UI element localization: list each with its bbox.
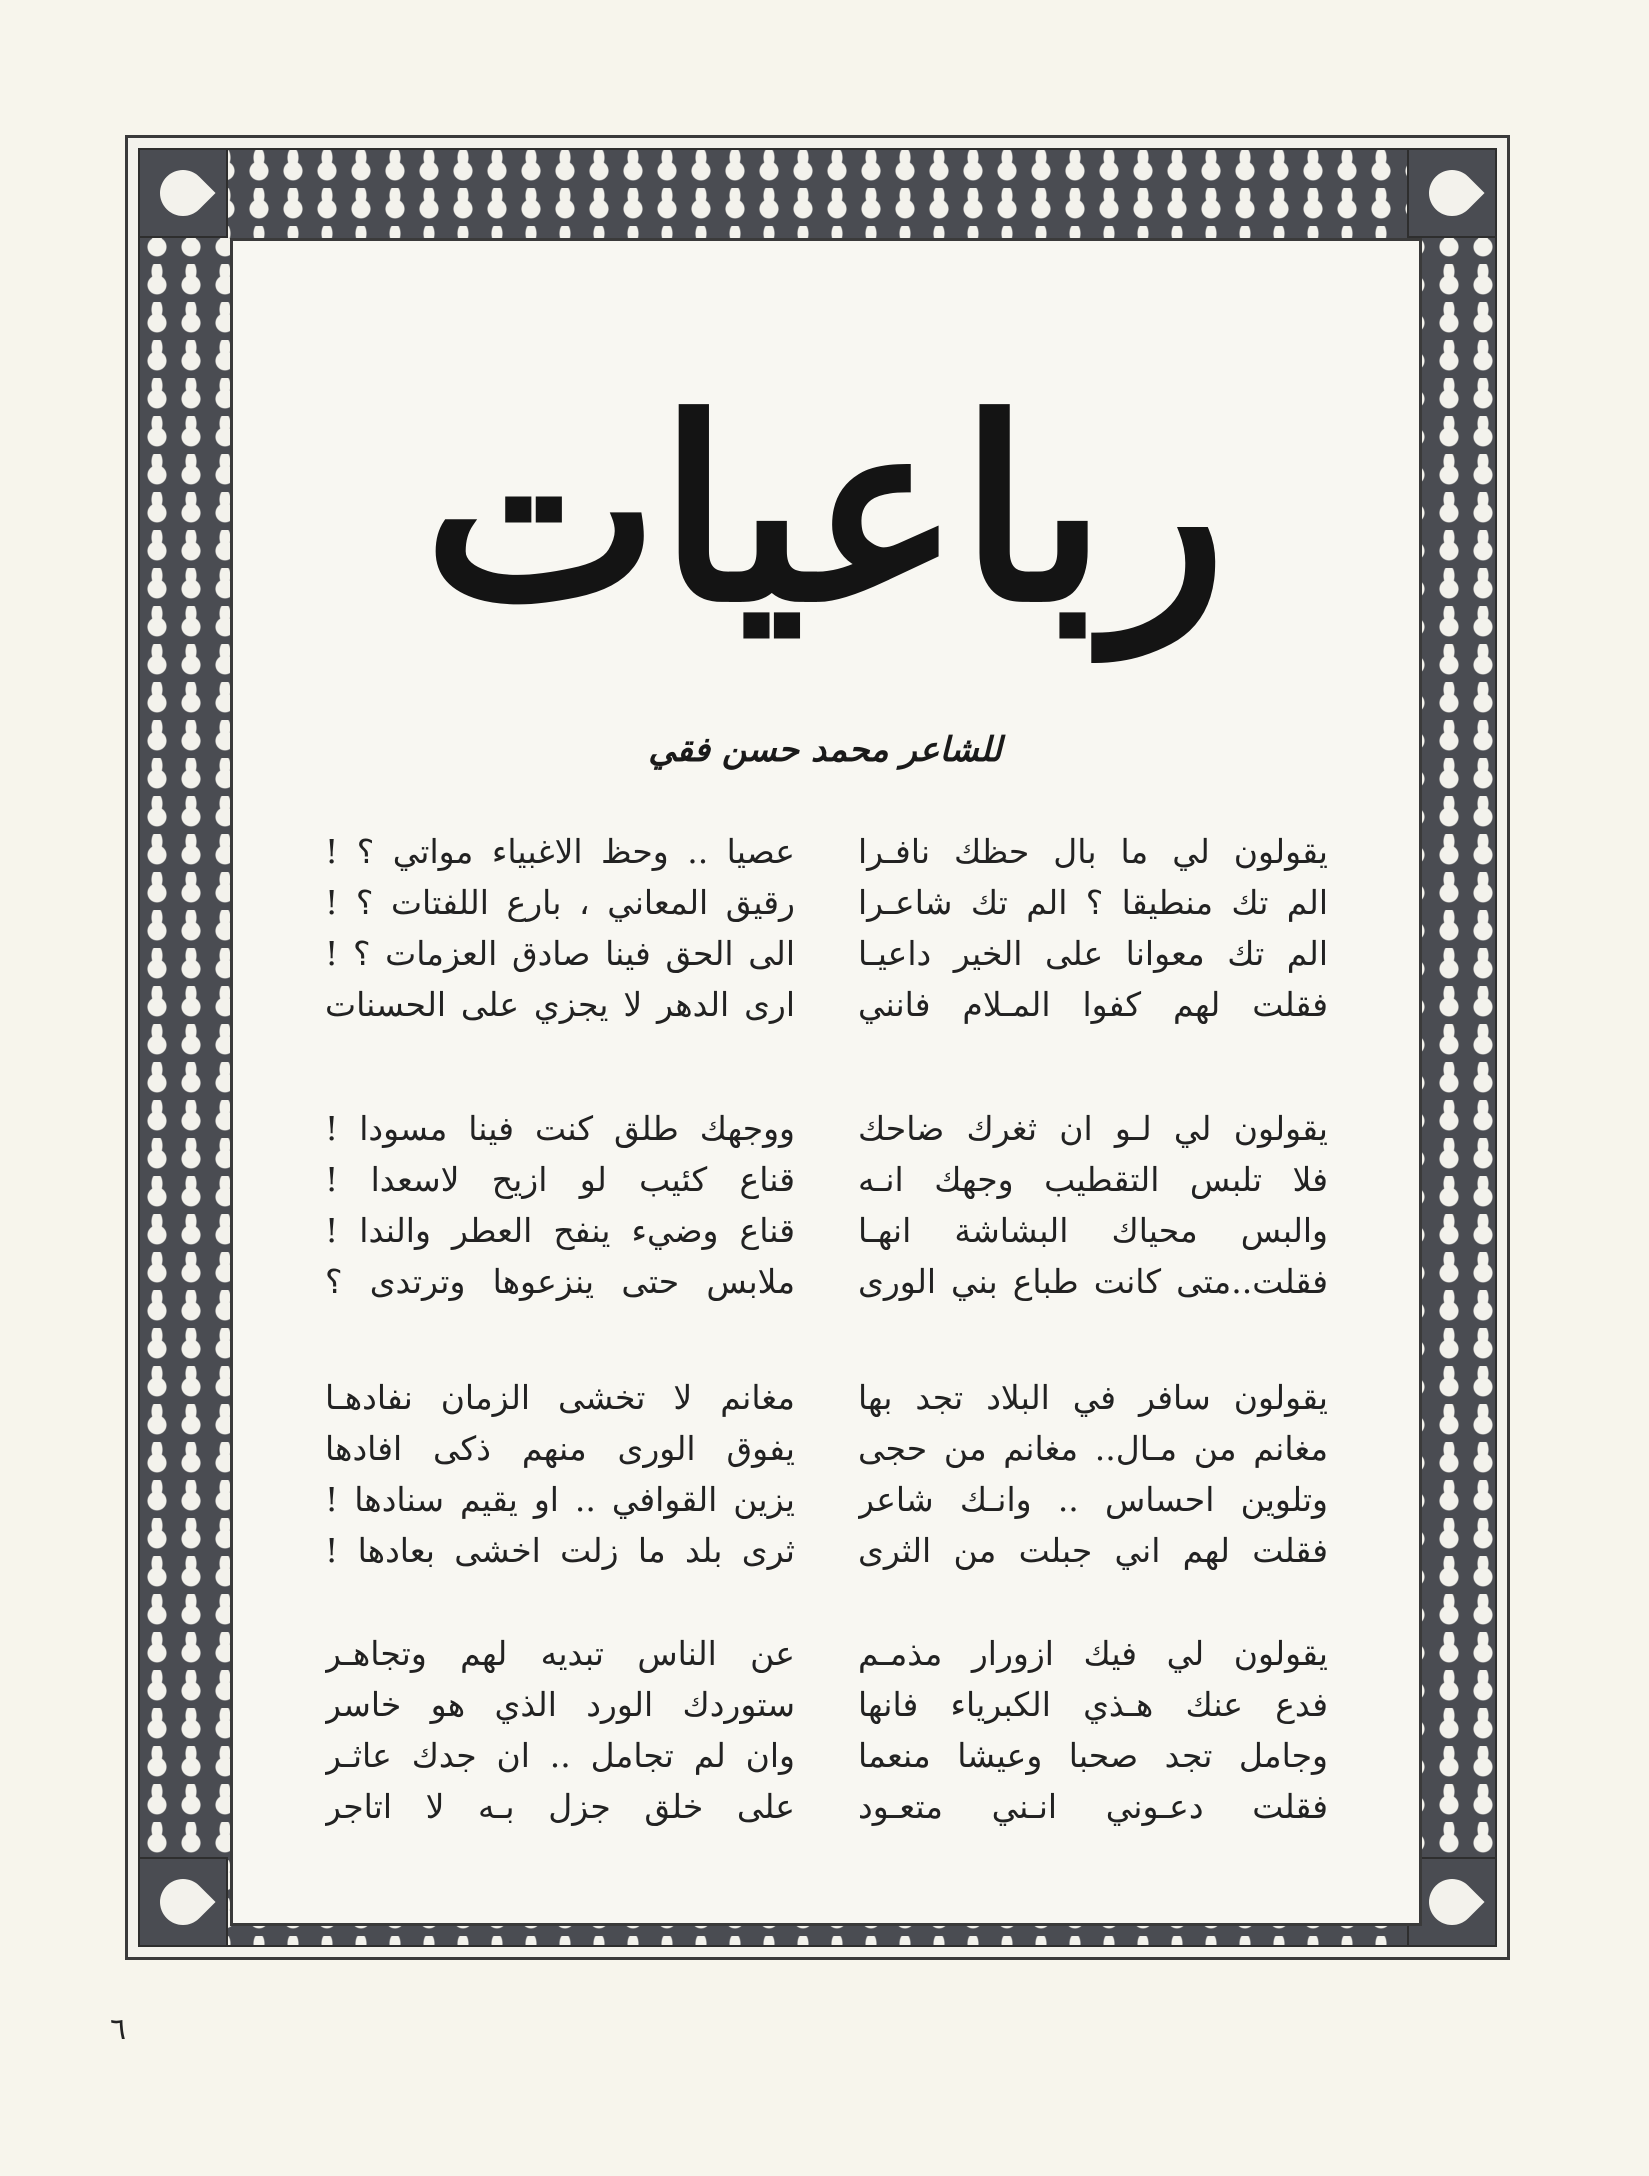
verse-line: قناع كئيب لو ازيح لاسعدا ! [325, 1160, 795, 1199]
verse-line: فقلت لهم كفوا المـلام فانني [858, 985, 1328, 1024]
verse-line: رقيق المعاني ، بارع اللفتات ؟ ! [325, 883, 795, 922]
stanza-1-first-hemistichs [858, 826, 1328, 1030]
stanza-1-second-hemistichs [325, 826, 795, 1030]
verse-line: يقولون لي فيك ازورار مذمـم [858, 1634, 1328, 1673]
verse-line: ووجهك طلق كنت فينا مسودا ! [325, 1109, 795, 1148]
verse-line: وان لم تجامل .. ان جدك عاثـر [325, 1736, 795, 1775]
verse-line: يقولون سافر في البلاد تجد بها [858, 1378, 1328, 1417]
verse-line: قناع وضيء ينفح العطر والندا ! [325, 1211, 795, 1250]
stanza-4-second-hemistichs [325, 1628, 795, 1832]
verse-line: وتلوين احساس .. وانـك شاعر [858, 1480, 1328, 1519]
verse-line: على خلق جزل بـه لا اتاجر [325, 1787, 795, 1826]
stanza-4-first-hemistichs [858, 1628, 1328, 1832]
verse-line: وجامل تجد صحبا وعيشا منعما [858, 1736, 1328, 1775]
corner-ornament-top-left [138, 148, 228, 238]
verse-line: الى الحق فينا صادق العزمات ؟ ! [325, 934, 795, 973]
verse-line: عصيا .. وحظ الاغبياء مواتي ؟ ! [325, 832, 795, 871]
verse-line: يزين القوافي .. او يقيم سنادها ! [325, 1480, 795, 1519]
verse-line: يقولون لي ما بال حظك نافـرا [858, 832, 1328, 871]
corner-ornament-bottom-left [138, 1857, 228, 1947]
verse-line: يفوق الورى منهم ذكى افادها [325, 1429, 795, 1468]
poet-byline: للشاعر محمد حسن فقي [648, 730, 1002, 770]
verse-line: ارى الدهر لا يجزي على الحسنات [325, 985, 795, 1024]
verse-line: الم تك منطيقا ؟ الم تك شاعـرا [858, 883, 1328, 922]
verse-line: فدع عنك هـذي الكبرياء فانها [858, 1685, 1328, 1724]
verse-line: مغانم لا تخشى الزمان نفادهـا [325, 1378, 795, 1417]
verse-line: الم تك معوانا على الخير داعيـا [858, 934, 1328, 973]
stanza-2-first-hemistichs [858, 1103, 1328, 1307]
verse-line: فقلت دعـوني انـني متعـود [858, 1787, 1328, 1826]
poem-title: رباعيات [423, 363, 1227, 657]
verse-line: مغانم من مـال.. مغانم من حجى [858, 1429, 1328, 1468]
stanza-3-first-hemistichs [858, 1372, 1328, 1576]
stanza-2-second-hemistichs [325, 1103, 795, 1307]
page-number: ٦ [110, 2012, 127, 2047]
verse-line: فقلت..متى كانت طباع بني الورى [858, 1262, 1328, 1301]
stanza-3-second-hemistichs [325, 1372, 795, 1576]
verse-line: ملابس حتى ينزعوها وترتدى ؟ [325, 1262, 795, 1301]
verse-line: والبس محياك البشاشة انهـا [858, 1211, 1328, 1250]
corner-ornament-top-right [1407, 148, 1497, 238]
verse-line: يقولون لي لـو ان ثغرك ضاحك [858, 1109, 1328, 1148]
verse-line: عن الناس تبديه لهم وتجاهـر [325, 1634, 795, 1673]
verse-line: فقلت لهم اني جبلت من الثرى [858, 1531, 1328, 1570]
verse-line: ستوردك الورد الذي هو خاسر [325, 1685, 795, 1724]
verse-line: ثرى بلد ما زلت اخشى بعادها ! [325, 1531, 795, 1570]
verse-line: فلا تلبس التقطيب وجهك انـه [858, 1160, 1328, 1199]
